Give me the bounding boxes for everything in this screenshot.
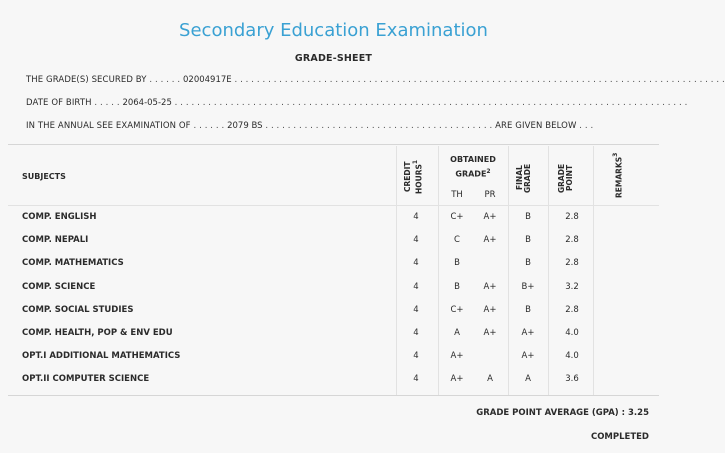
gpa-line	[476, 408, 649, 418]
grade-point: 3.6	[565, 374, 579, 384]
col-divider	[396, 146, 397, 396]
col-divider	[593, 146, 594, 396]
dob-line: DATE OF BIRTH . . . . . 2064-05-25 . . . . . . . . . . . . . . . . . . . . . . . . . . . . . . . . . . . . . . . . . . . . . . . . . . . . . . . . . . . . . . . . . . . . . . . . . . . . . . . . . . . . . . . . . . . .	[26, 98, 688, 108]
grade-pr: A+	[483, 328, 497, 338]
secured-by-line: THE GRADE(S) SECURED BY . . . . . . 02004917E . . . . . . . . . . . . . . . . . . . . . . . . . . . . . . . . . . . . . . . . . . . . . . . . . . . . . . . . . . . . . . . . . . . . . . . . . . . . . . . . . . . . . . . .	[26, 75, 725, 85]
final-grade: B	[525, 258, 531, 268]
final-grade: B	[525, 212, 531, 222]
grade-th: C	[454, 235, 460, 245]
final-grade: A+	[521, 351, 535, 361]
grade-point: 2.8	[565, 235, 579, 245]
grade-pr: A+	[483, 305, 497, 315]
exam-label: IN THE ANNUAL SEE EXAMINATION OF	[26, 121, 191, 131]
header-divider	[8, 205, 659, 206]
header-grade-point: GRADE POINT	[557, 163, 574, 193]
credit-hours: 4	[413, 258, 419, 268]
credit-hours: 4	[413, 374, 419, 384]
grade-point: 2.8	[565, 258, 579, 268]
dob-label: DATE OF BIRTH	[26, 98, 92, 108]
grade-th: B	[454, 282, 460, 292]
header-obtained-grade: OBTAINED GRADE$^2$	[450, 155, 496, 179]
credit-hours: 4	[413, 282, 419, 292]
credit-hours: 4	[413, 235, 419, 245]
grade-pr: A	[487, 374, 493, 384]
subject-name: COMP. SCIENCE	[22, 282, 96, 292]
grade-th: A+	[450, 374, 464, 384]
subject-name: COMP. SOCIAL STUDIES	[22, 305, 134, 315]
grade-point: 3.2	[565, 282, 579, 292]
grade-pr: A+	[483, 235, 497, 245]
sheet-subtitle: GRADE-SHEET	[294, 53, 373, 64]
credit-hours: 4	[413, 305, 419, 315]
credit-hours: 4	[413, 351, 419, 361]
grade-th: A+	[450, 351, 464, 361]
result-status: COMPLETED	[590, 432, 649, 442]
grade-point: 4.0	[565, 328, 579, 338]
dob-value: 2064-05-25	[122, 98, 172, 108]
exam-line: IN THE ANNUAL SEE EXAMINATION OF . . . . . . 2079 BS . . . . . . . . . . . . . . . . . . . . . . . . . . . . . . . . . . . . . . . . . ARE GIVEN BELOW . . .	[26, 121, 594, 131]
exam-year: 2079 BS	[227, 121, 263, 131]
grade-th: C+	[450, 212, 464, 222]
col-divider	[548, 146, 549, 396]
col-divider	[438, 146, 439, 396]
grade-th: B	[454, 258, 460, 268]
header-credit-hours: CREDIT HOURS$^1$	[403, 159, 424, 195]
final-grade: A+	[521, 328, 535, 338]
header-th: TH	[451, 190, 463, 200]
grade-point: 4.0	[565, 351, 579, 361]
grade-th: A	[454, 328, 460, 338]
credit-hours: 4	[413, 328, 419, 338]
header-final-grade: FINAL GRADE	[515, 163, 532, 193]
subject-name: COMP. ENGLISH	[22, 212, 97, 222]
credit-hours: 4	[413, 212, 419, 222]
grade-pr: A+	[483, 282, 497, 292]
grade-pr: A+	[483, 212, 497, 222]
gpa-label: GRADE POINT AVERAGE (GPA) :	[476, 408, 626, 418]
col-divider	[508, 146, 509, 396]
grades-table	[8, 146, 659, 396]
header-pr: PR	[484, 190, 496, 200]
exam-title: Secondary Education Examination	[179, 20, 488, 41]
subject-name: COMP. MATHEMATICS	[22, 258, 124, 268]
grade-point: 2.8	[565, 305, 579, 315]
top-rule	[8, 144, 659, 145]
header-subjects: SUBJECTS	[22, 172, 66, 181]
final-grade: A	[525, 374, 531, 384]
subject-name: COMP. NEPALI	[22, 235, 89, 245]
bottom-rule	[8, 395, 659, 396]
subject-name: COMP. HEALTH, POP & ENV EDU	[22, 328, 173, 338]
grade-point: 2.8	[565, 212, 579, 222]
subject-name: OPT.II COMPUTER SCIENCE	[22, 374, 150, 384]
secured-by-label: THE GRADE(S) SECURED BY	[26, 75, 147, 85]
symbol-number: 02004917E	[183, 75, 232, 85]
header-remarks: REMARKS$^3$	[612, 152, 624, 198]
given-below: ARE GIVEN BELOW	[495, 121, 577, 131]
gpa-value: 3.25	[628, 408, 649, 418]
subject-name: OPT.I ADDITIONAL MATHEMATICS	[22, 351, 181, 361]
grade-th: C+	[450, 305, 464, 315]
final-grade: B	[525, 235, 531, 245]
final-grade: B	[525, 305, 531, 315]
final-grade: B+	[521, 282, 535, 292]
